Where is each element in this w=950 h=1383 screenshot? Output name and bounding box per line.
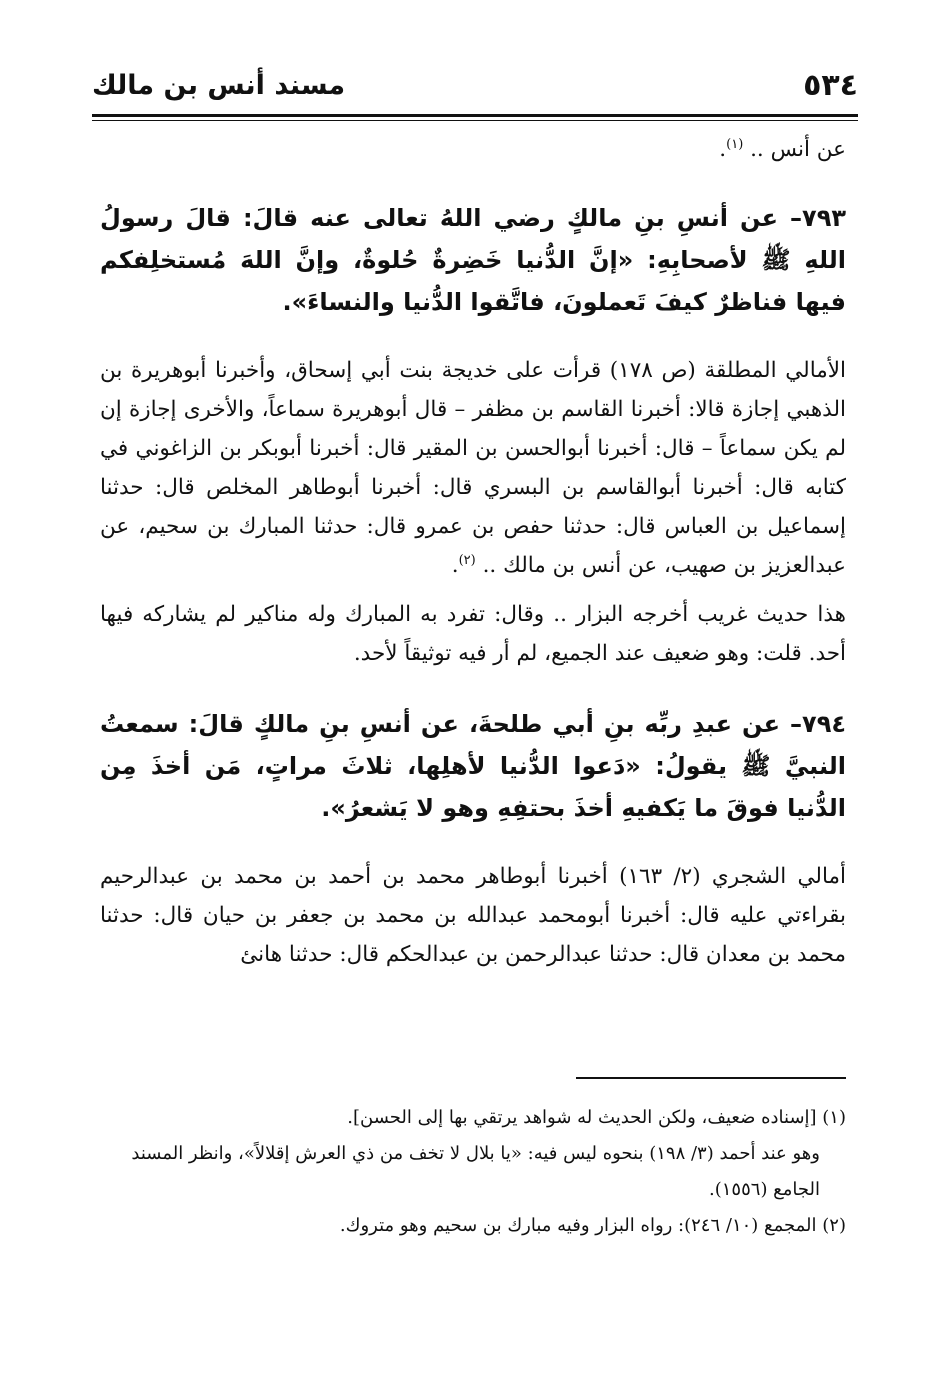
commentary-paragraph: هذا حديث غريب أخرجه البزار .. وقال: تفرد به المبارك وله مناكير لم يشاركه فيها أحد. قلت: وهو ضعيف عند الجميع، لم أر فيه توثيقاً لأحد.: [100, 602, 846, 666]
footnote-ref-2[interactable]: (٢): [458, 552, 476, 568]
continuation-end: .: [719, 137, 727, 162]
footnote-ref-1[interactable]: (١): [726, 136, 744, 152]
running-title: مسند أنس بن مالك: [92, 70, 346, 101]
footnote-1-continuation: وهو عند أحمد (٣/ ١٩٨) بنحوه ليس فيه: «يا بلال لا تخف من ذي العرش إقلالاً»، وانظر المسند الجامع (١٥٥٦).: [131, 1143, 820, 1200]
footnote-1: (١) [إسناده ضعيف، ولكن الحديث له شواهد يرتقي بها إلى الحسن].: [347, 1107, 846, 1128]
hadith-793: ٧٩٣– عن أنسِ بنِ مالكٍ رضي اللهُ تعالى عنه قالَ: قالَ رسولُ اللهِ ﷺ لأصحابِهِ: «إنَّ الدُّنيا خَضِرةٌ حُلوةٌ، وإنَّ اللهَ مُستخلِفكم فيها فناظرٌ كيفَ تَعملونَ، فاتَّقوا الدُّنيا والنساءَ».: [100, 204, 846, 316]
header-rule: [92, 114, 858, 117]
isnad-paragraph-amali: [100, 351, 846, 585]
isnad-amali-end: .: [451, 553, 459, 578]
footnote-2: (٢) المجمع (١٠/ ٢٤٦): رواه البزار وفيه مبارك بن سحيم وهو متروك.: [339, 1215, 846, 1236]
footnote-separator: [576, 1077, 846, 1079]
page-number: ٥٣٤: [803, 68, 858, 103]
main-text: [100, 130, 846, 974]
continuation-text: عن أنس ..: [743, 137, 846, 162]
footnotes: [100, 1100, 846, 1244]
page-header: [92, 68, 858, 114]
continuation-paragraph: [100, 130, 846, 169]
hadith-794: ٧٩٤– عن عبدِ ربِّه بنِ أبي طلحةَ، عن أنسِ بنِ مالكٍ قالَ: سمعتُ النبيَّ ﷺ يقولُ: «دَعوا الدُّنيا لأهلِها، ثلاثَ مراتٍ، مَن أخذَ مِن الدُّنيا فوقَ ما يَكفيهِ أخذَ بحتفِهِ وهو لا يَشعرُ».: [100, 710, 846, 822]
isnad-paragraph-shajari: أمالي الشجري (٢/ ١٦٣) أخبرنا أبوطاهر محمد بن أحمد بن محمد بن عبدالرحيم بقراءتي عليه قال: أخبرنا أبومحمد عبدالله بن محمد بن جعفر بن حيان قال: حدثنا محمد بن معدان قال: حدثنا عبدالرحمن بن عبدالحكم قال: حدثنا هانئ: [100, 864, 847, 967]
isnad-amali-text: الأمالي المطلقة (ص ١٧٨) قرأت على خديجة بنت أبي إسحاق، وأخبرنا أبوهريرة بن الذهبي إجازة قالا: أخبرنا القاسم بن مظفر – قال أبوهريرة سماعاً، والأخرى إجازة إن لم يكن سماعاً – قال: أخبرنا أبوالحسن بن المقير قال: أخبرنا أبوبكر بن الزاغوني في كتابه قال: أخبرنا أبوالقاسم بن البسري قال: أخبرنا أبوطاهر المخلص قال: حدثنا إسماعيل بن العباس قال: حدثنا حفص بن عمرو قال: حدثنا المبارك بن سحيم، عن عبدالعزيز بن صهيب، عن أنس بن مالك ..: [100, 358, 847, 578]
header-rule-thin: [92, 120, 858, 121]
